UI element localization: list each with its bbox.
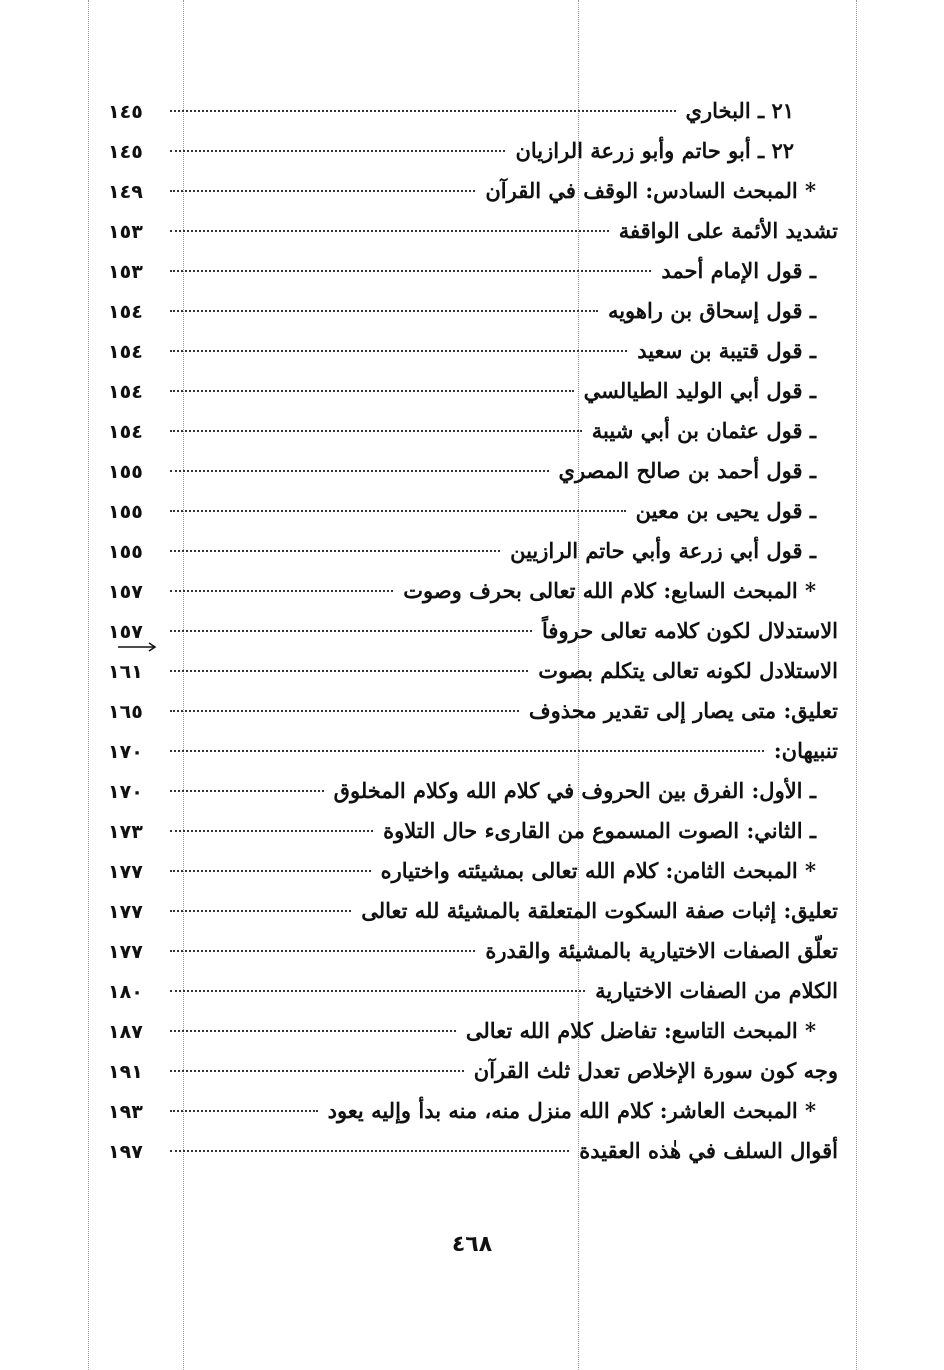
toc-entry-title: ـ الأول: الفرق بين الحروف في كلام الله وكلام المخلوق xyxy=(333,778,816,803)
toc-entry-page: ١٥٤ xyxy=(108,301,143,323)
dot-leader xyxy=(170,390,574,392)
toc-entry-page: ١٤٥ xyxy=(108,141,143,163)
dot-leader xyxy=(170,1030,456,1032)
page-number-footer: ٤٦٨ xyxy=(451,1232,493,1257)
toc-entry-page: ١٨٧ xyxy=(108,1021,143,1043)
toc-entry-page: ١٥٧ xyxy=(108,621,143,643)
toc-entry-title: تعليق: إثبات صفة السكوت المتعلقة بالمشيئة لله تعالى xyxy=(361,898,838,923)
toc-entry-page: ١٧٠ xyxy=(108,741,143,763)
toc-entry-page: ١٧٧ xyxy=(108,861,143,883)
toc-entry-title: الاستدلال لكون كلامه تعالى حروفاً xyxy=(542,618,838,643)
dot-leader xyxy=(170,1110,318,1112)
toc-entry-page: ١٩١ xyxy=(108,1061,143,1083)
toc-entry-page: ١٧٧ xyxy=(108,901,143,923)
toc-entry-page: ١٥٥ xyxy=(108,541,143,563)
dot-leader xyxy=(170,470,549,472)
dot-leader xyxy=(170,750,764,752)
dot-leader xyxy=(170,910,351,912)
toc-entry xyxy=(108,618,838,658)
toc-entry-page: ١٥٤ xyxy=(108,381,143,403)
dot-leader xyxy=(170,1070,464,1072)
dot-leader xyxy=(170,630,532,632)
toc-entry-title: الكلام من الصفات الاختيارية xyxy=(595,978,838,1003)
toc-entry xyxy=(108,258,838,298)
toc-entry xyxy=(108,778,838,818)
toc-entry xyxy=(108,498,838,538)
toc-entry-title: وجه كون سورة الإخلاص تعدل ثلث القرآن xyxy=(473,1058,838,1083)
dot-leader xyxy=(170,550,500,552)
dot-leader xyxy=(170,790,324,792)
toc-entry-page: ١٥٥ xyxy=(108,461,143,483)
dot-leader xyxy=(170,710,519,712)
toc-entry-page: ١٦١ xyxy=(108,661,143,683)
toc-entry xyxy=(108,1138,838,1178)
toc-entry xyxy=(108,1098,838,1138)
toc-entry xyxy=(108,938,838,978)
toc-entry-title: * المبحث الثامن: كلام الله تعالى بمشيئته واختياره xyxy=(380,858,816,883)
toc-entry-title: ـ قول أحمد بن صالح المصري xyxy=(558,458,816,483)
toc-entry-title: تنبيهان: xyxy=(773,738,838,763)
toc-entry xyxy=(108,1018,838,1058)
toc-entry-title: تعليق: متى يصار إلى تقدير محذوف xyxy=(528,698,838,723)
dot-leader xyxy=(170,670,528,672)
toc-entry-page: ١٩٣ xyxy=(108,1101,143,1123)
toc-entry-title: تشديد الأئمة على الواقفة xyxy=(618,218,838,243)
toc-entry xyxy=(108,978,838,1018)
toc-entry-page: ١٥٧ xyxy=(108,581,143,603)
toc-entry xyxy=(108,298,838,338)
toc-entry-page: ١٧٣ xyxy=(108,821,143,843)
dot-leader xyxy=(170,150,505,152)
scan-guide-line xyxy=(88,0,89,1370)
toc-entry xyxy=(108,378,838,418)
dot-leader xyxy=(170,1150,569,1152)
toc-entry-title: ٢١ ـ البخاري xyxy=(685,98,794,123)
toc-entry-title: * المبحث السابع: كلام الله تعالى بحرف وصوت xyxy=(403,578,816,603)
toc-entry-title: * المبحث العاشر: كلام الله منزل منه، منه بدأ وإليه يعود xyxy=(327,1098,816,1123)
dot-leader xyxy=(170,990,585,992)
toc-entry-title: ـ قول أبي الوليد الطيالسي xyxy=(583,378,816,403)
toc-entry-page: ١٦٥ xyxy=(108,701,143,723)
toc-entry-title: ـ قول إسحاق بن راهويه xyxy=(607,298,816,323)
toc-entry-title: ٢٢ ـ أبو حاتم وأبو زرعة الرازيان xyxy=(515,138,794,163)
toc-entry-title: ـ قول أبي زرعة وأبي حاتم الرازيين xyxy=(510,538,816,563)
dot-leader xyxy=(170,870,371,872)
toc-entry xyxy=(108,698,838,738)
dot-leader xyxy=(170,230,609,232)
toc-entry-page: ١٧٧ xyxy=(108,941,143,963)
toc-entry-title: ـ قول الإمام أحمد xyxy=(661,258,816,283)
toc-entry-title: الاستلادل لكونه تعالى يتكلم بصوت xyxy=(538,658,838,683)
toc-entry xyxy=(108,218,838,258)
toc-entry-title: * المبحث السادس: الوقف في القرآن xyxy=(485,178,816,203)
dot-leader xyxy=(170,510,626,512)
toc-entry xyxy=(108,858,838,898)
dot-leader xyxy=(170,430,582,432)
table-of-contents xyxy=(108,98,838,1178)
toc-entry-title: * المبحث التاسع: تفاضل كلام الله تعالى xyxy=(465,1018,816,1043)
toc-entry-page: ١٧٠ xyxy=(108,781,143,803)
toc-entry xyxy=(108,538,838,578)
toc-entry-title: ـ قول قتيبة بن سعيد xyxy=(637,338,816,363)
dot-leader xyxy=(170,830,373,832)
toc-entry xyxy=(108,658,838,698)
toc-entry-title: ـ الثاني: الصوت المسموع من القارىء حال التلاوة xyxy=(383,818,816,843)
toc-entry-page: ١٥٤ xyxy=(108,341,143,363)
toc-entry-title: أقوال السلف في هٰذه العقيدة xyxy=(579,1138,838,1163)
toc-entry xyxy=(108,818,838,858)
toc-entry-title: ـ قول عثمان بن أبي شيبة xyxy=(591,418,816,443)
toc-entry xyxy=(108,98,838,138)
toc-entry-title: تعلّق الصفات الاختيارية بالمشيئة والقدرة xyxy=(485,938,838,963)
dot-leader xyxy=(170,950,475,952)
dot-leader xyxy=(170,310,598,312)
toc-entry xyxy=(108,178,838,218)
toc-entry xyxy=(108,458,838,498)
toc-entry-title: ـ قول يحيى بن معين xyxy=(635,498,816,523)
toc-entry xyxy=(108,418,838,458)
dot-leader xyxy=(170,110,676,112)
toc-entry-page: ١٥٣ xyxy=(108,221,143,243)
toc-entry-page: ١٥٤ xyxy=(108,421,143,443)
toc-entry-page: ١٨٠ xyxy=(108,981,143,1003)
dot-leader xyxy=(170,270,651,272)
scan-guide-line xyxy=(856,0,857,1370)
toc-entry xyxy=(108,898,838,938)
toc-entry xyxy=(108,338,838,378)
toc-entry xyxy=(108,578,838,618)
dot-leader xyxy=(170,350,627,352)
toc-entry-page: ١٥٥ xyxy=(108,501,143,523)
toc-entry xyxy=(108,138,838,178)
dot-leader xyxy=(170,590,393,592)
toc-entry xyxy=(108,1058,838,1098)
toc-entry-page: ١٤٥ xyxy=(108,101,143,123)
toc-entry-page: ١٥٣ xyxy=(108,261,143,283)
dot-leader xyxy=(170,190,475,192)
arrow-mark-icon xyxy=(118,642,158,652)
toc-entry xyxy=(108,738,838,778)
toc-entry-page: ١٩٧ xyxy=(108,1141,143,1163)
toc-entry-page: ١٤٩ xyxy=(108,181,143,203)
